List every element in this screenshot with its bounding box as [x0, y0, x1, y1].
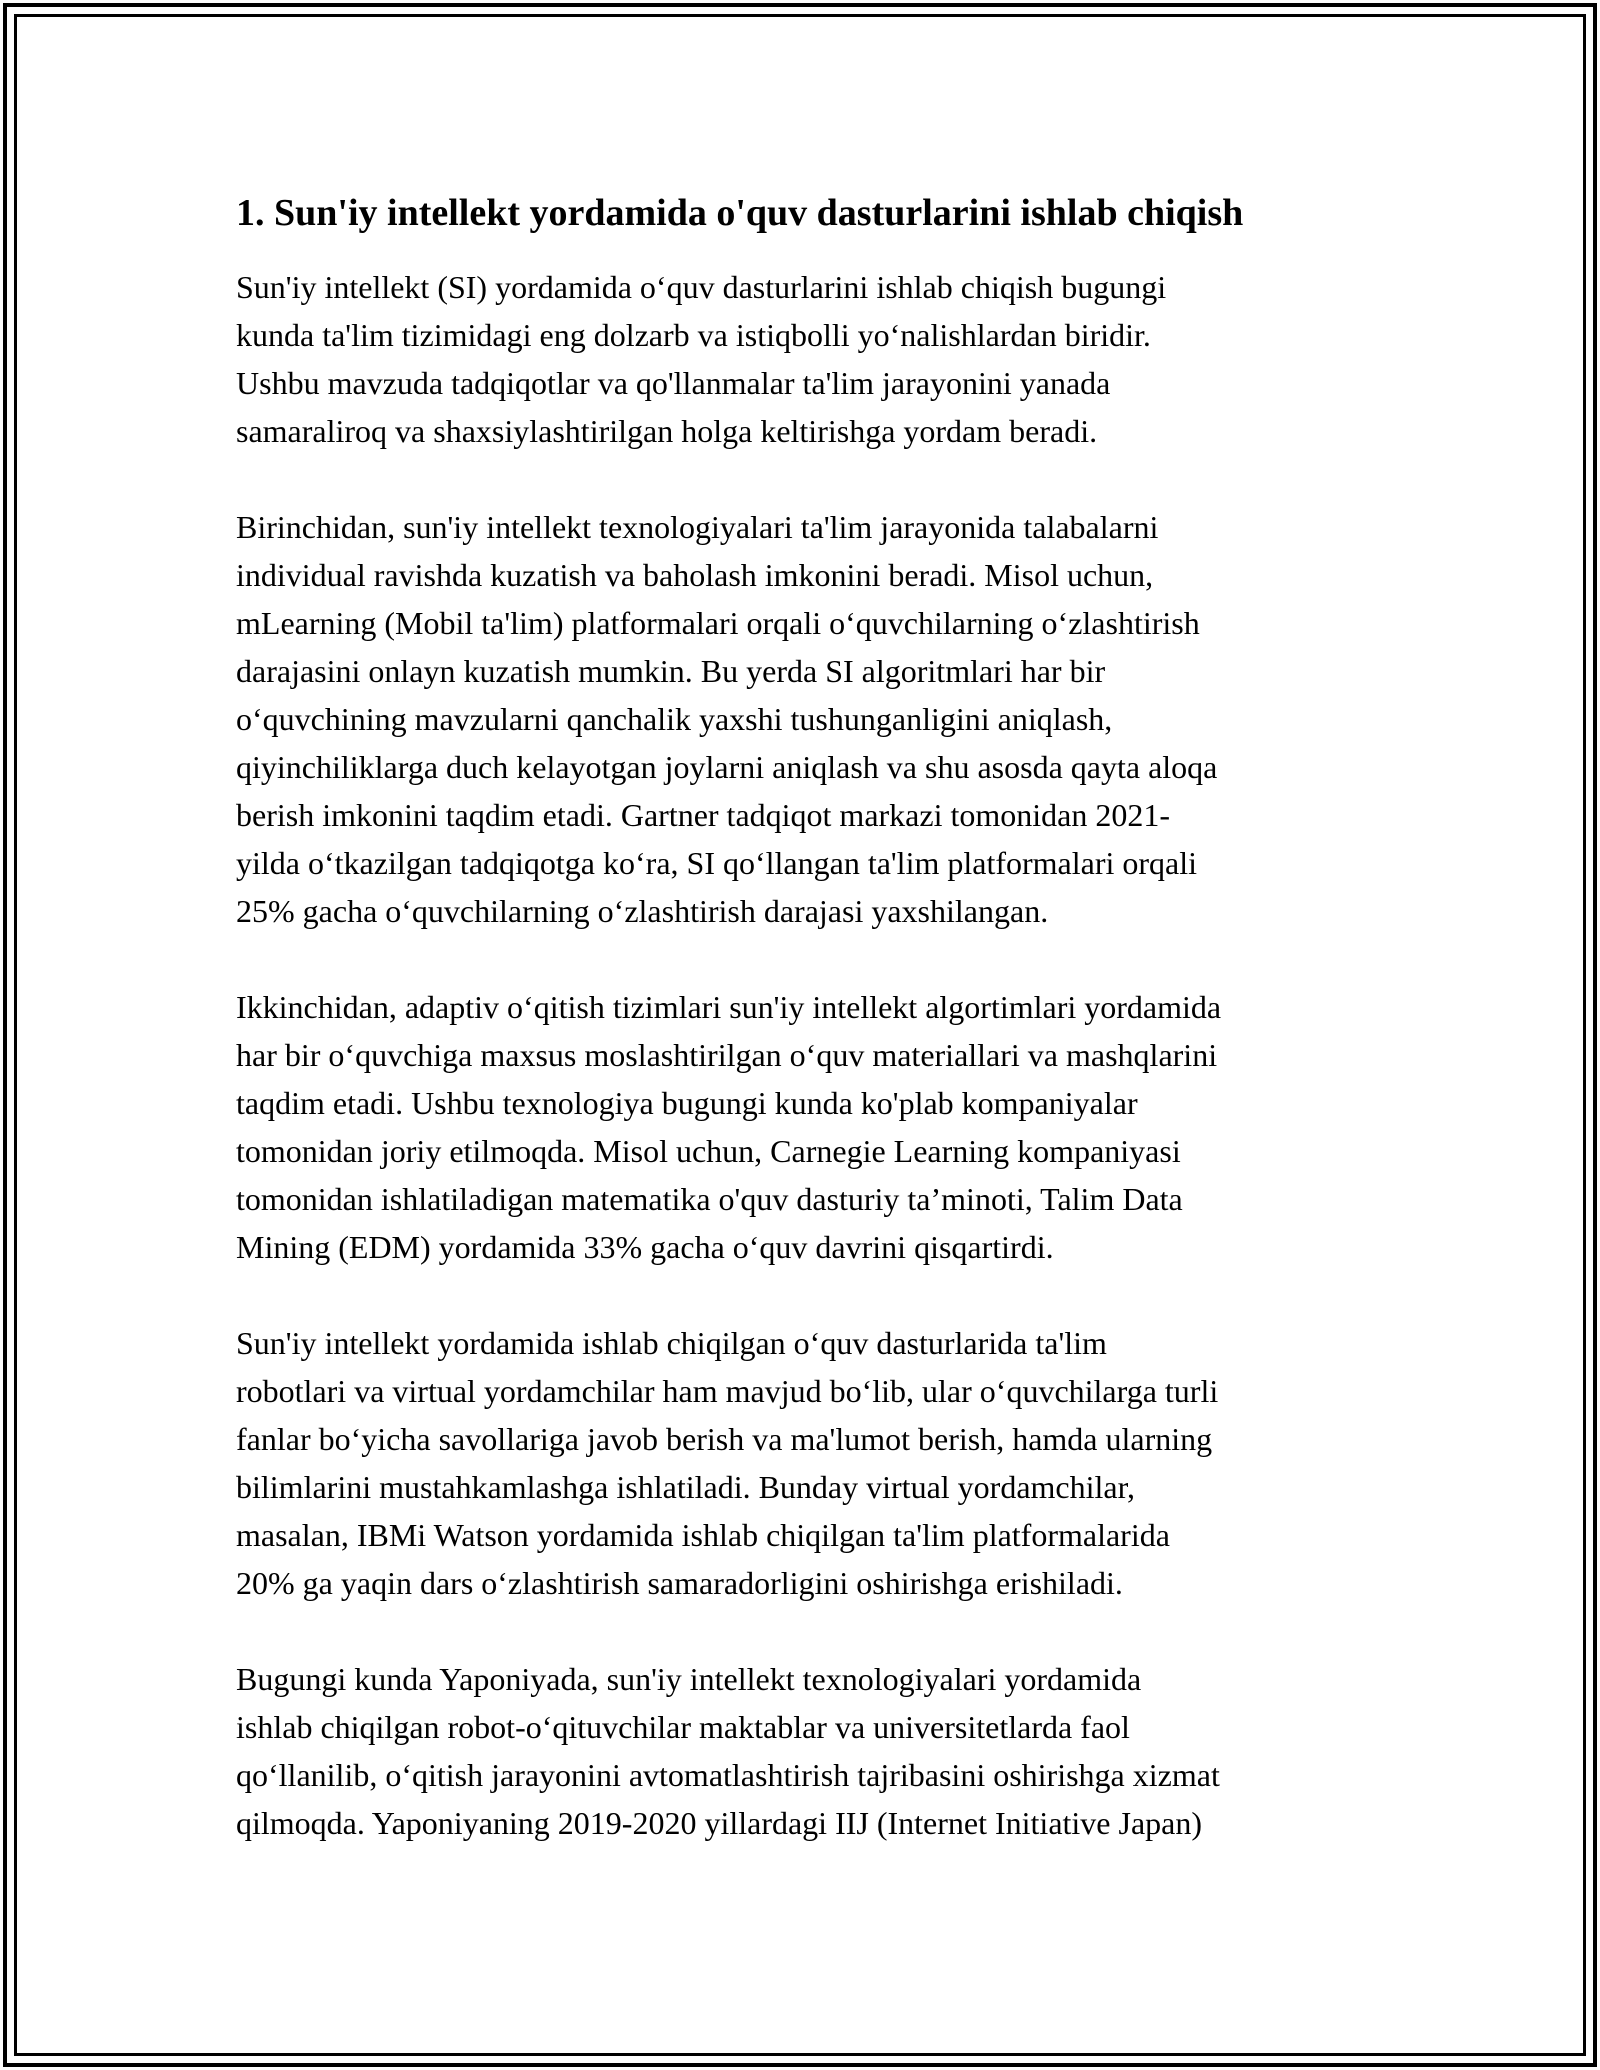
- section-heading: 1. Sun'iy intellekt yordamida o'quv dasturlarini ishlab chiqish: [236, 192, 1244, 234]
- text-line: qiyinchiliklarga duch kelayotgan joylarni aniqlash va shu asosda qayta aloqa: [236, 749, 1218, 785]
- document-body: [236, 185, 1376, 1895]
- body-paragraph: [236, 263, 1376, 455]
- text-line: Mining (EDM) yordamida 33% gacha o‘quv davrini qisqartirdi.: [236, 1229, 1054, 1265]
- text-line: 25% gacha o‘quvchilarning o‘zlashtirish darajasi yaxshilangan.: [236, 893, 1049, 929]
- text-line: individual ravishda kuzatish va baholash imkonini beradi. Misol uchun,: [236, 557, 1154, 593]
- text-line: fanlar bo‘yicha savollariga javob berish va ma'lumot berish, hamda ularning: [236, 1421, 1213, 1457]
- body-paragraph: [236, 503, 1376, 935]
- text-line: 20% ga yaqin dars o‘zlashtirish samaradorligini oshirishga erishiladi.: [236, 1565, 1123, 1601]
- text-line: kunda ta'lim tizimidagi eng dolzarb va istiqbolli yo‘nalishlardan biridir.: [236, 317, 1151, 353]
- text-line: darajasini onlayn kuzatish mumkin. Bu yerda SI algoritmlari har bir: [236, 653, 1106, 689]
- text-line: qilmoqda. Yaponiyaning 2019-2020 yillardagi IIJ (Internet Initiative Japan): [236, 1805, 1203, 1841]
- text-line: ishlab chiqilgan robot-o‘qituvchilar maktablar va universitetlarda faol: [236, 1709, 1130, 1745]
- text-line: Sun'iy intellekt yordamida ishlab chiqilgan o‘quv dasturlarida ta'lim: [236, 1325, 1107, 1361]
- text-line: Ikkinchidan, adaptiv o‘qitish tizimlari sun'iy intellekt algortimlari yordamida: [236, 989, 1222, 1025]
- body-paragraph: [236, 983, 1376, 1271]
- text-line: Ushbu mavzuda tadqiqotlar va qo'llanmalar ta'lim jarayonini yanada: [236, 365, 1111, 401]
- text-line: tomonidan joriy etilmoqda. Misol uchun, Carnegie Learning kompaniyasi: [236, 1133, 1181, 1169]
- text-line: samaraliroq va shaxsiylashtirilgan holga keltirishga yordam beradi.: [236, 413, 1098, 449]
- text-line: robotlari va virtual yordamchilar ham mavjud bo‘lib, ular o‘quvchilarga turli: [236, 1373, 1219, 1409]
- text-line: o‘quvchining mavzularni qanchalik yaxshi tushunganligini aniqlash,: [236, 701, 1113, 737]
- text-line: mLearning (Mobil ta'lim) platformalari orqali o‘quvchilarning o‘zlashtirish: [236, 605, 1200, 641]
- body-paragraph: [236, 1655, 1376, 1847]
- text-line: yilda o‘tkazilgan tadqiqotga ko‘ra, SI qo‘llangan ta'lim platformalari orqali: [236, 845, 1198, 881]
- text-line: har bir o‘quvchiga maxsus moslashtirilgan o‘quv materiallari va mashqlarini: [236, 1037, 1218, 1073]
- text-line: Bugungi kunda Yaponiyada, sun'iy intellekt texnologiyalari yordamida: [236, 1661, 1142, 1697]
- text-line: tomonidan ishlatiladigan matematika o'quv dasturiy ta’minoti, Talim Data: [236, 1181, 1183, 1217]
- text-line: qo‘llanilib, o‘qitish jarayonini avtomatlashtirish tajribasini oshirishga xizmat: [236, 1757, 1220, 1793]
- text-line: Sun'iy intellekt (SI) yordamida o‘quv dasturlarini ishlab chiqish bugungi: [236, 269, 1167, 305]
- text-line: masalan, IBMi Watson yordamida ishlab chiqilgan ta'lim platformalarida: [236, 1517, 1170, 1553]
- text-line: berish imkonini taqdim etadi. Gartner tadqiqot markazi tomonidan 2021-: [236, 797, 1170, 833]
- text-line: bilimlarini mustahkamlashga ishlatiladi. Bunday virtual yordamchilar,: [236, 1469, 1135, 1505]
- paragraph-container: [236, 263, 1376, 1847]
- body-paragraph: [236, 1319, 1376, 1607]
- text-line: taqdim etadi. Ushbu texnologiya bugungi kunda ko'plab kompaniyalar: [236, 1085, 1138, 1121]
- text-line: Birinchidan, sun'iy intellekt texnologiyalari ta'lim jarayonida talabalarni: [236, 509, 1159, 545]
